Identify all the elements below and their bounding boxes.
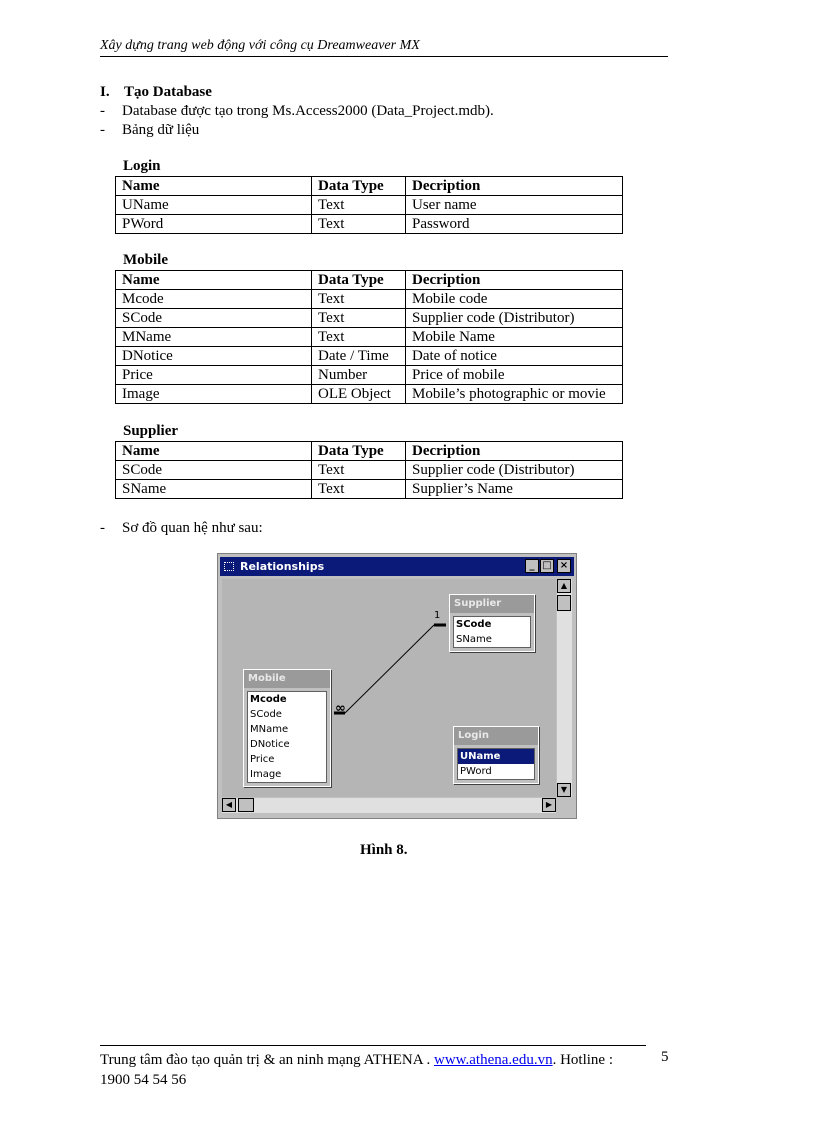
table-header-row <box>116 271 623 290</box>
column-header: Decription <box>406 177 623 196</box>
table-cell: Mcode <box>116 290 312 309</box>
field-item[interactable]: Image <box>250 769 282 780</box>
table-cell: Supplier’s Name <box>406 480 623 499</box>
table-cell: Text <box>312 461 406 480</box>
page-header: Xây dựng trang web động với công cụ Dreamweaver MX <box>100 38 668 57</box>
scroll-right-arrow-icon[interactable]: ▶ <box>542 798 556 812</box>
table-row <box>116 215 623 234</box>
table-cell: DNotice <box>116 347 312 366</box>
table-cell: Text <box>312 290 406 309</box>
login-field-list-title[interactable]: Login <box>454 727 538 745</box>
table-cell: Mobile Name <box>406 328 623 347</box>
supplier-field-list-title[interactable]: Supplier <box>450 595 534 613</box>
bullet-text: Database được tạo trong Ms.Access2000 (Data_Project.mdb). <box>122 103 494 119</box>
login-table <box>115 176 623 234</box>
supplier-table-title: Supplier <box>123 423 179 439</box>
footer-text: Trung tâm đào tạo quản trị & an ninh mạng ATHENA . <box>100 1052 434 1068</box>
footer-link[interactable]: www.athena.edu.vn <box>434 1052 553 1068</box>
field-item-selected[interactable]: UName <box>458 749 534 764</box>
bullet-text: Bảng dữ liệu <box>122 122 200 138</box>
field-item[interactable]: SCode <box>250 709 282 720</box>
maximize-button[interactable]: □ <box>540 559 554 573</box>
window-title: Relationships <box>240 560 325 573</box>
scroll-up-arrow-icon[interactable]: ▲ <box>557 579 571 593</box>
table-row <box>116 328 623 347</box>
page-footer <box>100 1045 646 1090</box>
table-cell: Date of notice <box>406 347 623 366</box>
field-item[interactable]: DNotice <box>250 739 290 750</box>
figure-caption: Hình 8. <box>360 842 408 858</box>
table-cell: SName <box>116 480 312 499</box>
supplier-table <box>115 441 623 499</box>
section-number: I. <box>100 84 110 100</box>
relationships-canvas[interactable] <box>222 579 556 797</box>
field-item[interactable]: SName <box>456 634 492 645</box>
field-item[interactable]: MName <box>250 724 289 735</box>
vertical-scrollbar[interactable] <box>557 579 572 797</box>
scroll-thumb[interactable] <box>557 595 571 611</box>
footer-hotline: . Hotline : 1900 54 54 56 <box>100 1052 613 1088</box>
table-row <box>116 347 623 366</box>
scroll-thumb[interactable] <box>238 798 254 812</box>
table-cell: SCode <box>116 461 312 480</box>
mobile-field-list-title[interactable]: Mobile <box>244 670 330 688</box>
supplier-fields <box>453 616 531 648</box>
table-cell: Text <box>312 328 406 347</box>
table-cell: Price <box>116 366 312 385</box>
table-cell: SCode <box>116 309 312 328</box>
window-titlebar[interactable] <box>220 557 574 576</box>
column-header: Data Type <box>312 271 406 290</box>
section-heading <box>100 84 212 101</box>
login-field-list[interactable] <box>453 726 539 784</box>
section-title: Tạo Database <box>124 84 212 100</box>
column-header: Name <box>116 271 312 290</box>
relation-one-label: 1 <box>434 610 441 621</box>
table-cell: OLE Object <box>312 385 406 404</box>
field-item[interactable]: Mcode <box>250 694 287 705</box>
table-cell: Text <box>312 480 406 499</box>
table-cell: Password <box>406 215 623 234</box>
table-header-row <box>116 177 623 196</box>
field-item[interactable]: Price <box>250 754 275 765</box>
table-row <box>116 366 623 385</box>
table-cell: User name <box>406 196 623 215</box>
table-cell: Text <box>312 309 406 328</box>
close-button[interactable]: × <box>557 559 571 573</box>
table-row <box>116 480 623 499</box>
relation-many-label: ∞ <box>335 701 346 716</box>
mobile-table-title: Mobile <box>123 252 168 268</box>
horizontal-scrollbar[interactable] <box>222 798 556 813</box>
column-header: Data Type <box>312 442 406 461</box>
column-header: Name <box>116 442 312 461</box>
relationships-window <box>217 553 577 819</box>
table-row <box>116 461 623 480</box>
mobile-field-list[interactable] <box>243 669 331 787</box>
table-cell: Price of mobile <box>406 366 623 385</box>
mobile-fields <box>247 691 327 783</box>
supplier-field-list[interactable] <box>449 594 535 652</box>
table-cell: Supplier code (Distributor) <box>406 461 623 480</box>
table-cell: Text <box>312 215 406 234</box>
column-header: Decription <box>406 442 623 461</box>
table-cell: PWord <box>116 215 312 234</box>
table-cell: Text <box>312 196 406 215</box>
column-header: Decription <box>406 271 623 290</box>
table-row <box>116 290 623 309</box>
table-cell: Supplier code (Distributor) <box>406 309 623 328</box>
table-cell: Mobile code <box>406 290 623 309</box>
relationships-icon <box>224 562 234 571</box>
field-item[interactable]: PWord <box>460 766 492 777</box>
bullet-text: Sơ đồ quan hệ như sau: <box>122 520 263 536</box>
field-item[interactable]: SCode <box>456 619 492 630</box>
login-table-title: Login <box>123 158 161 174</box>
bullet-item: - Bảng dữ liệu <box>100 122 200 138</box>
table-cell: UName <box>116 196 312 215</box>
scroll-left-arrow-icon[interactable]: ◀ <box>222 798 236 812</box>
table-cell: Number <box>312 366 406 385</box>
column-header: Name <box>116 177 312 196</box>
scroll-down-arrow-icon[interactable]: ▼ <box>557 783 571 797</box>
minimize-button[interactable]: _ <box>525 559 539 573</box>
column-header: Data Type <box>312 177 406 196</box>
table-row <box>116 385 623 404</box>
table-cell: Mobile’s photographic or movie <box>406 385 623 404</box>
table-cell: MName <box>116 328 312 347</box>
table-row <box>116 196 623 215</box>
page-number: 5 <box>661 1049 669 1065</box>
mobile-table <box>115 270 623 404</box>
table-row <box>116 309 623 328</box>
bullet-item: - Database được tạo trong Ms.Access2000 (Data_Project.mdb). <box>100 103 494 119</box>
table-cell: Date / Time <box>312 347 406 366</box>
bullet-item: - Sơ đồ quan hệ như sau: <box>100 520 263 536</box>
table-cell: Image <box>116 385 312 404</box>
table-header-row <box>116 442 623 461</box>
login-fields <box>457 748 535 780</box>
